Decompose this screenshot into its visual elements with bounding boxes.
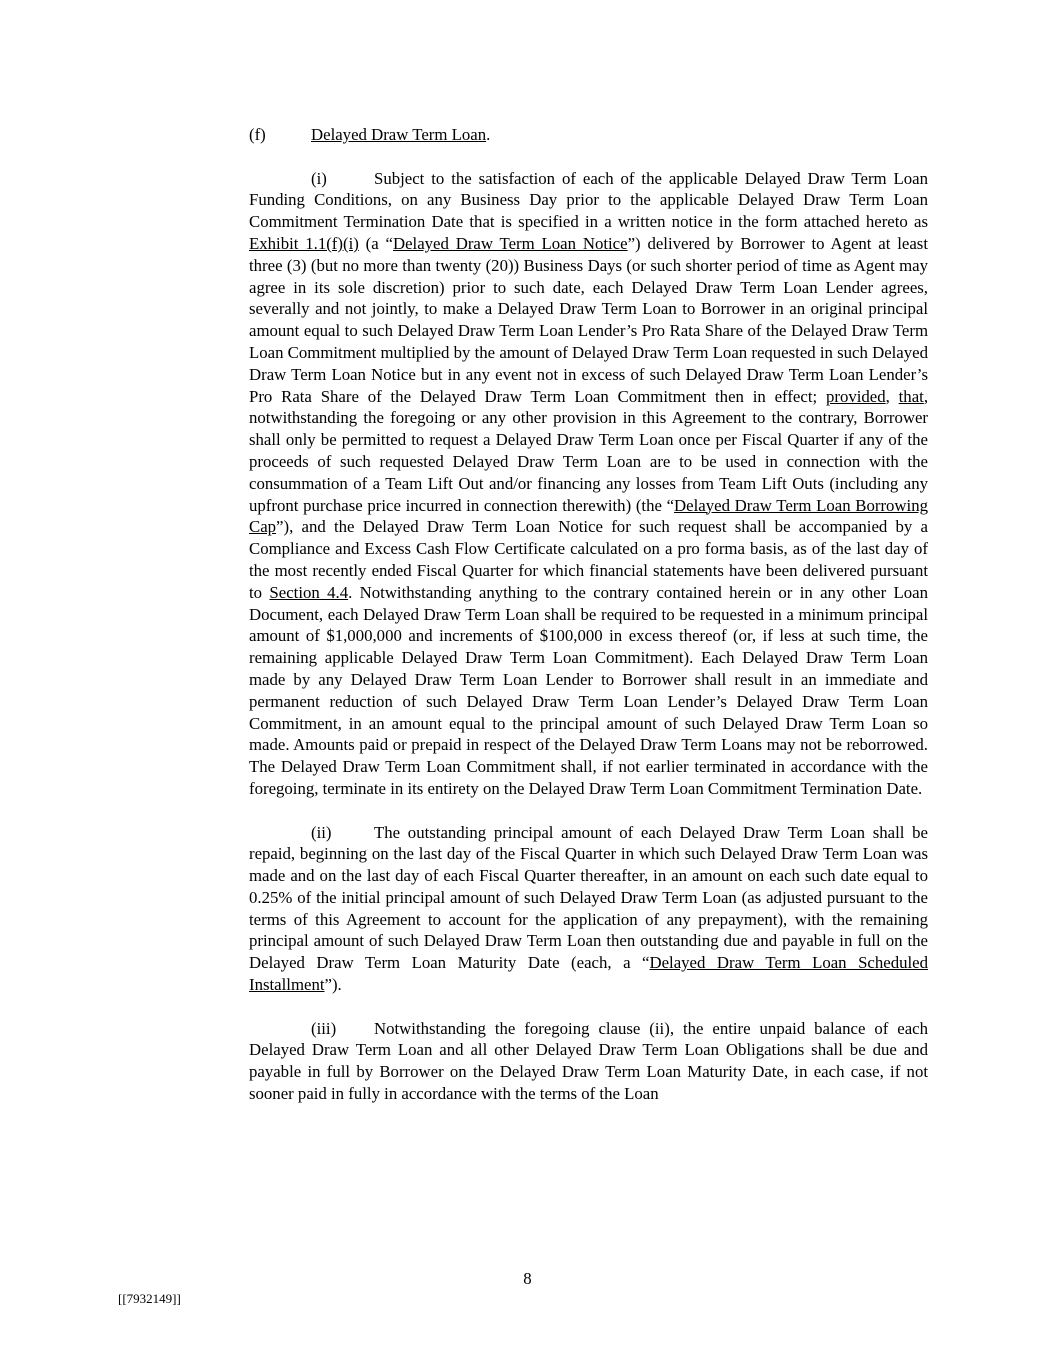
page-number: 8 [523, 1269, 532, 1288]
section-heading-suffix: . [486, 125, 491, 144]
text-run: ”), and the Delayed Draw Term Loan Notice for such request shall be accompanied by a Compliance and Excess Cash Flow Certificate calculated on a pro forma basis, as of the last day of the most recently ended Fiscal Quarter for which financial statements have been delivered pursuant to [249, 517, 928, 602]
text-run: . Notwithstanding anything to the contrary contained herein or in any other Loan Document, each Delayed Draw Term Loan shall be required to be requested in a minimum principal amount of $1,000,000 and increments of $100,000 in excess thereof (or, if less at such time, the remaining applicable Delayed Draw Term Loan Commitment). Each Delayed Draw Term Loan made by any Delayed Draw Term Loan Lender to Borrower shall result in an immediate and permanent reduction of such Delayed Draw Term Loan Lender’s Delayed Draw Term Loan Commitment, in an amount equal to the principal amount of such Delayed Draw Term Loan so made. Amounts paid or prepaid in respect of the Delayed Draw Term Loans may not be reborrowed. The Delayed Draw Term Loan Commitment shall, if not earlier terminated in accordance with the foregoing, terminate in its entirety on the Delayed Draw Term Loan Commitment Termination Date. [249, 582, 929, 798]
text-run: (a “ [358, 233, 393, 253]
paragraph-label: (i) [311, 168, 327, 188]
section-heading-label: (f) [249, 125, 266, 144]
defined-term: Delayed Draw Term Loan Borrowing Cap [249, 495, 928, 537]
defined-term: that [898, 386, 924, 406]
text-run: ”). [324, 975, 342, 995]
defined-term: provided [825, 386, 886, 406]
paragraph-label: (ii) [311, 822, 332, 842]
paragraph [249, 168, 928, 800]
defined-term: Delayed Draw Term Loan Notice [392, 233, 628, 253]
text-run: The outstanding principal amount of each Delayed Draw Term Loan shall be repaid, beginning on the last day of the Fiscal Quarter in which such Delayed Draw Term Loan was made and on the last day of each Fiscal Quarter thereafter, in an amount on each such date equal to 0.25% of the initial principal amount of such Delayed Draw Term Loan (as adjusted pursuant to the terms of this Agreement to account for the application of any prepayment), with the remaining principal amount of such Delayed Draw Term Loan then outstanding due and payable in full on the Delayed Draw Term Loan Maturity Date (each, a “ [249, 822, 928, 973]
section-heading-title: Delayed Draw Term Loan [311, 125, 487, 144]
document-body [249, 124, 928, 1105]
defined-term: Exhibit 1.1(f)(i) [249, 233, 359, 253]
defined-term: Section 4.4 [269, 582, 349, 602]
paragraph-label: (iii) [311, 1018, 337, 1038]
text-run: , [885, 386, 899, 406]
paragraphs-container [249, 168, 928, 1105]
paragraph [249, 822, 928, 996]
text-run: , notwithstanding the foregoing or any other provision in this Agreement to the contrary, Borrower shall only be permitted to request a Delayed Draw Term Loan once per Fiscal Quarter if any of the proceeds of such requested Delayed Draw Term Loan are to be used in connection with the consummation of a Team Lift Out and/or financing any losses from Team Lift Outs (including any upfront purchase price incurred in connection therewith) (the “ [249, 386, 929, 515]
section-heading [249, 124, 928, 146]
text-run: Notwithstanding the foregoing clause (ii), the entire unpaid balance of each Delayed Draw Term Loan and all other Delayed Draw Term Loan Obligations shall be due and payable in full by Borrower on the Delayed Draw Term Loan Maturity Date, in each case, if not sooner paid in fully in accordance with the terms of the Loan [249, 1018, 928, 1104]
defined-term: Delayed Draw Term Loan Scheduled Installment [249, 953, 928, 995]
paragraph [249, 1018, 928, 1105]
document-id-stamp: [[7932149]] [118, 1291, 181, 1306]
text-run: ”) delivered by Borrower to Agent at least three (3) (but no more than twenty (20)) Business Days (or such shorter period of time as Agent may agree in its sole discretion) prior to such date, each Delayed Draw Term Loan Lender agrees, severally and not jointly, to make a Delayed Draw Term Loan to Borrower in an original principal amount equal to such Delayed Draw Term Loan Lender’s Pro Rata Share of the Delayed Draw Term Loan Commitment multiplied by the amount of Delayed Draw Term Loan requested in such Delayed Draw Term Loan Notice but in any event not in excess of such Delayed Draw Term Loan Lender’s Pro Rata Share of the Delayed Draw Term Loan Commitment then in effect; [249, 233, 928, 406]
text-run: Subject to the satisfaction of each of the applicable Delayed Draw Term Loan Funding Conditions, on any Business Day prior to the applicable Delayed Draw Term Loan Commitment Termination Date that is specified in a written notice in the form attached hereto as [249, 168, 928, 232]
